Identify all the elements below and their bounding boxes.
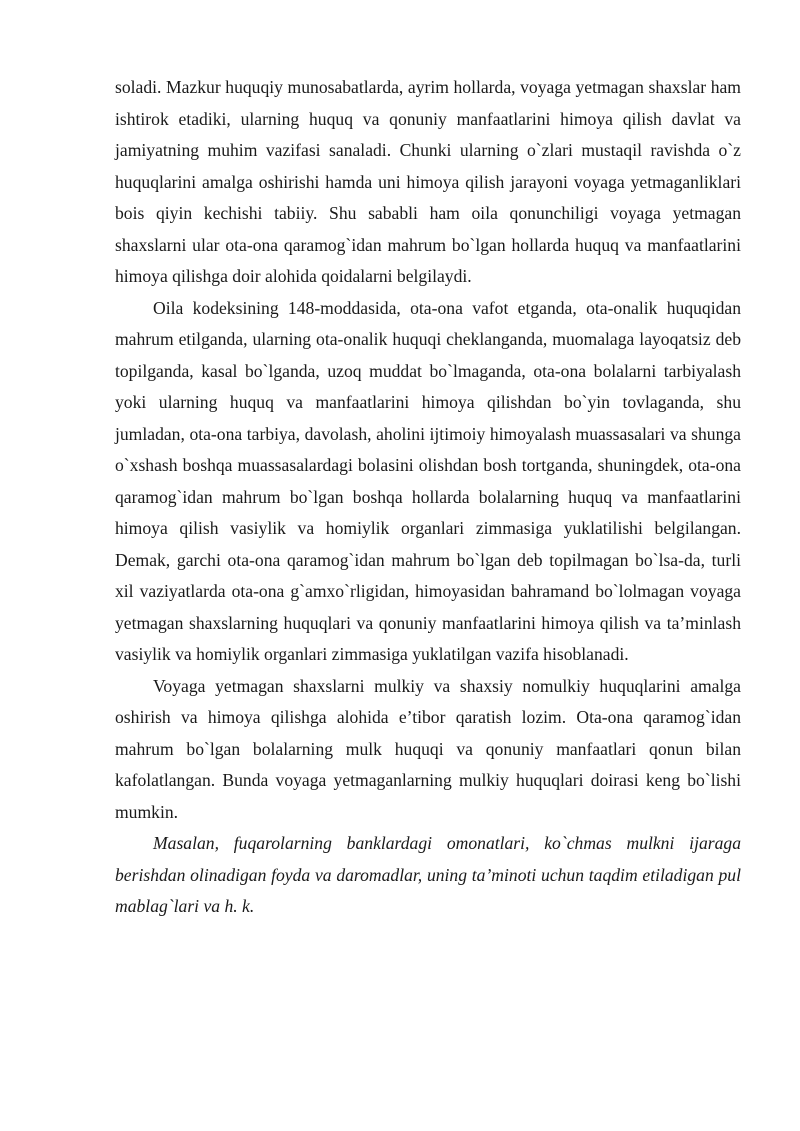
paragraph-family-code-article-148: Oila kodeksining 148-moddasida, ota-ona vafot etganda, ota-onalik huquqidan mahrum etilganda, ularning ota-onalik huquqi cheklanganda, muomalaga layoqatsiz deb topilganda, kasal bo`lganda, uzoq muddat bo`lmaganda, ota-ona bolalarni tarbiyalash yoki ularning huquq va manfaatlarini himoya qilishdan bo`yin tovlaganda, shu jumladan, ota-ona tarbiya, davolash, aholini ijtimoiy himoyalash muassasalari va shunga o`xshash boshqa muassasalardagi bolasini olishdan bosh tortganda, shuningdek, ota-ona qaramog`idan mahrum bo`lgan boshqa hollarda bolalarning huquq va manfaatlarini himoya qilish vasiylik va homiylik organlari zimmasiga yuklatilishi belgilangan. Demak, garchi ota-ona qaramog`idan mahrum bo`lgan deb topilmagan bo`lsa-da, turli xil vaziyatlarda ota-ona g`amxo`rligidan, himoyasidan bahramand bo`lolmagan voyaga yetmagan shaxslarning huquqlari va qonuniy manfaatlarini himoya qilish va ta’minlash vasiylik va homiylik organlari zimmasiga yuklatilgan vazifa hisoblanadi. <box>115 297 741 664</box>
paragraph-property-rights: Voyaga yetmagan shaxslarni mulkiy va shaxsiy nomulkiy huquqlarini amalga oshirish va himoya qilishga alohida e’tibor qaratish lozim. Ota-ona qaramog`idan mahrum bo`lgan bolalarning mulk huquqi va qonuniy manfaatlari qonun bilan kafolatlangan. Bunda voyaga yetmaganlarning mulkiy huquqlari doirasi keng bo`lishi mumkin. <box>115 675 741 822</box>
document-page <box>115 72 741 923</box>
paragraph-example: Masalan, fuqarolarning banklardagi omonatlari, ko`chmas mulkni ijaraga berishdan olinadigan foyda va daromadlar, uning ta’minoti uchun taqdim etiladigan pul mablag`lari va h. k. <box>115 833 741 916</box>
paragraph-continuation: soladi. Mazkur huquqiy munosabatlarda, ayrim hollarda, voyaga yetmagan shaxslar ham ishtirok etadiki, ularning huquq va qonuniy manfaatlarini himoya qilish davlat va jamiyatning muhim vazifasi sanaladi. Chunki ularning o`zlari mustaqil ravishda o`z huquqlarini amalga oshirishi hamda uni himoya qilish jarayoni voyaga yetmaganliklari bois qiyin kechishi tabiiy. Shu sababli ham oila qonunchiligi voyaga yetmagan shaxslarni ular ota-ona qaramog`idan mahrum bo`lgan hollarda huquq va manfaatlarini himoya qilishga doir alohida qoidalarni belgilaydi. <box>115 77 741 286</box>
